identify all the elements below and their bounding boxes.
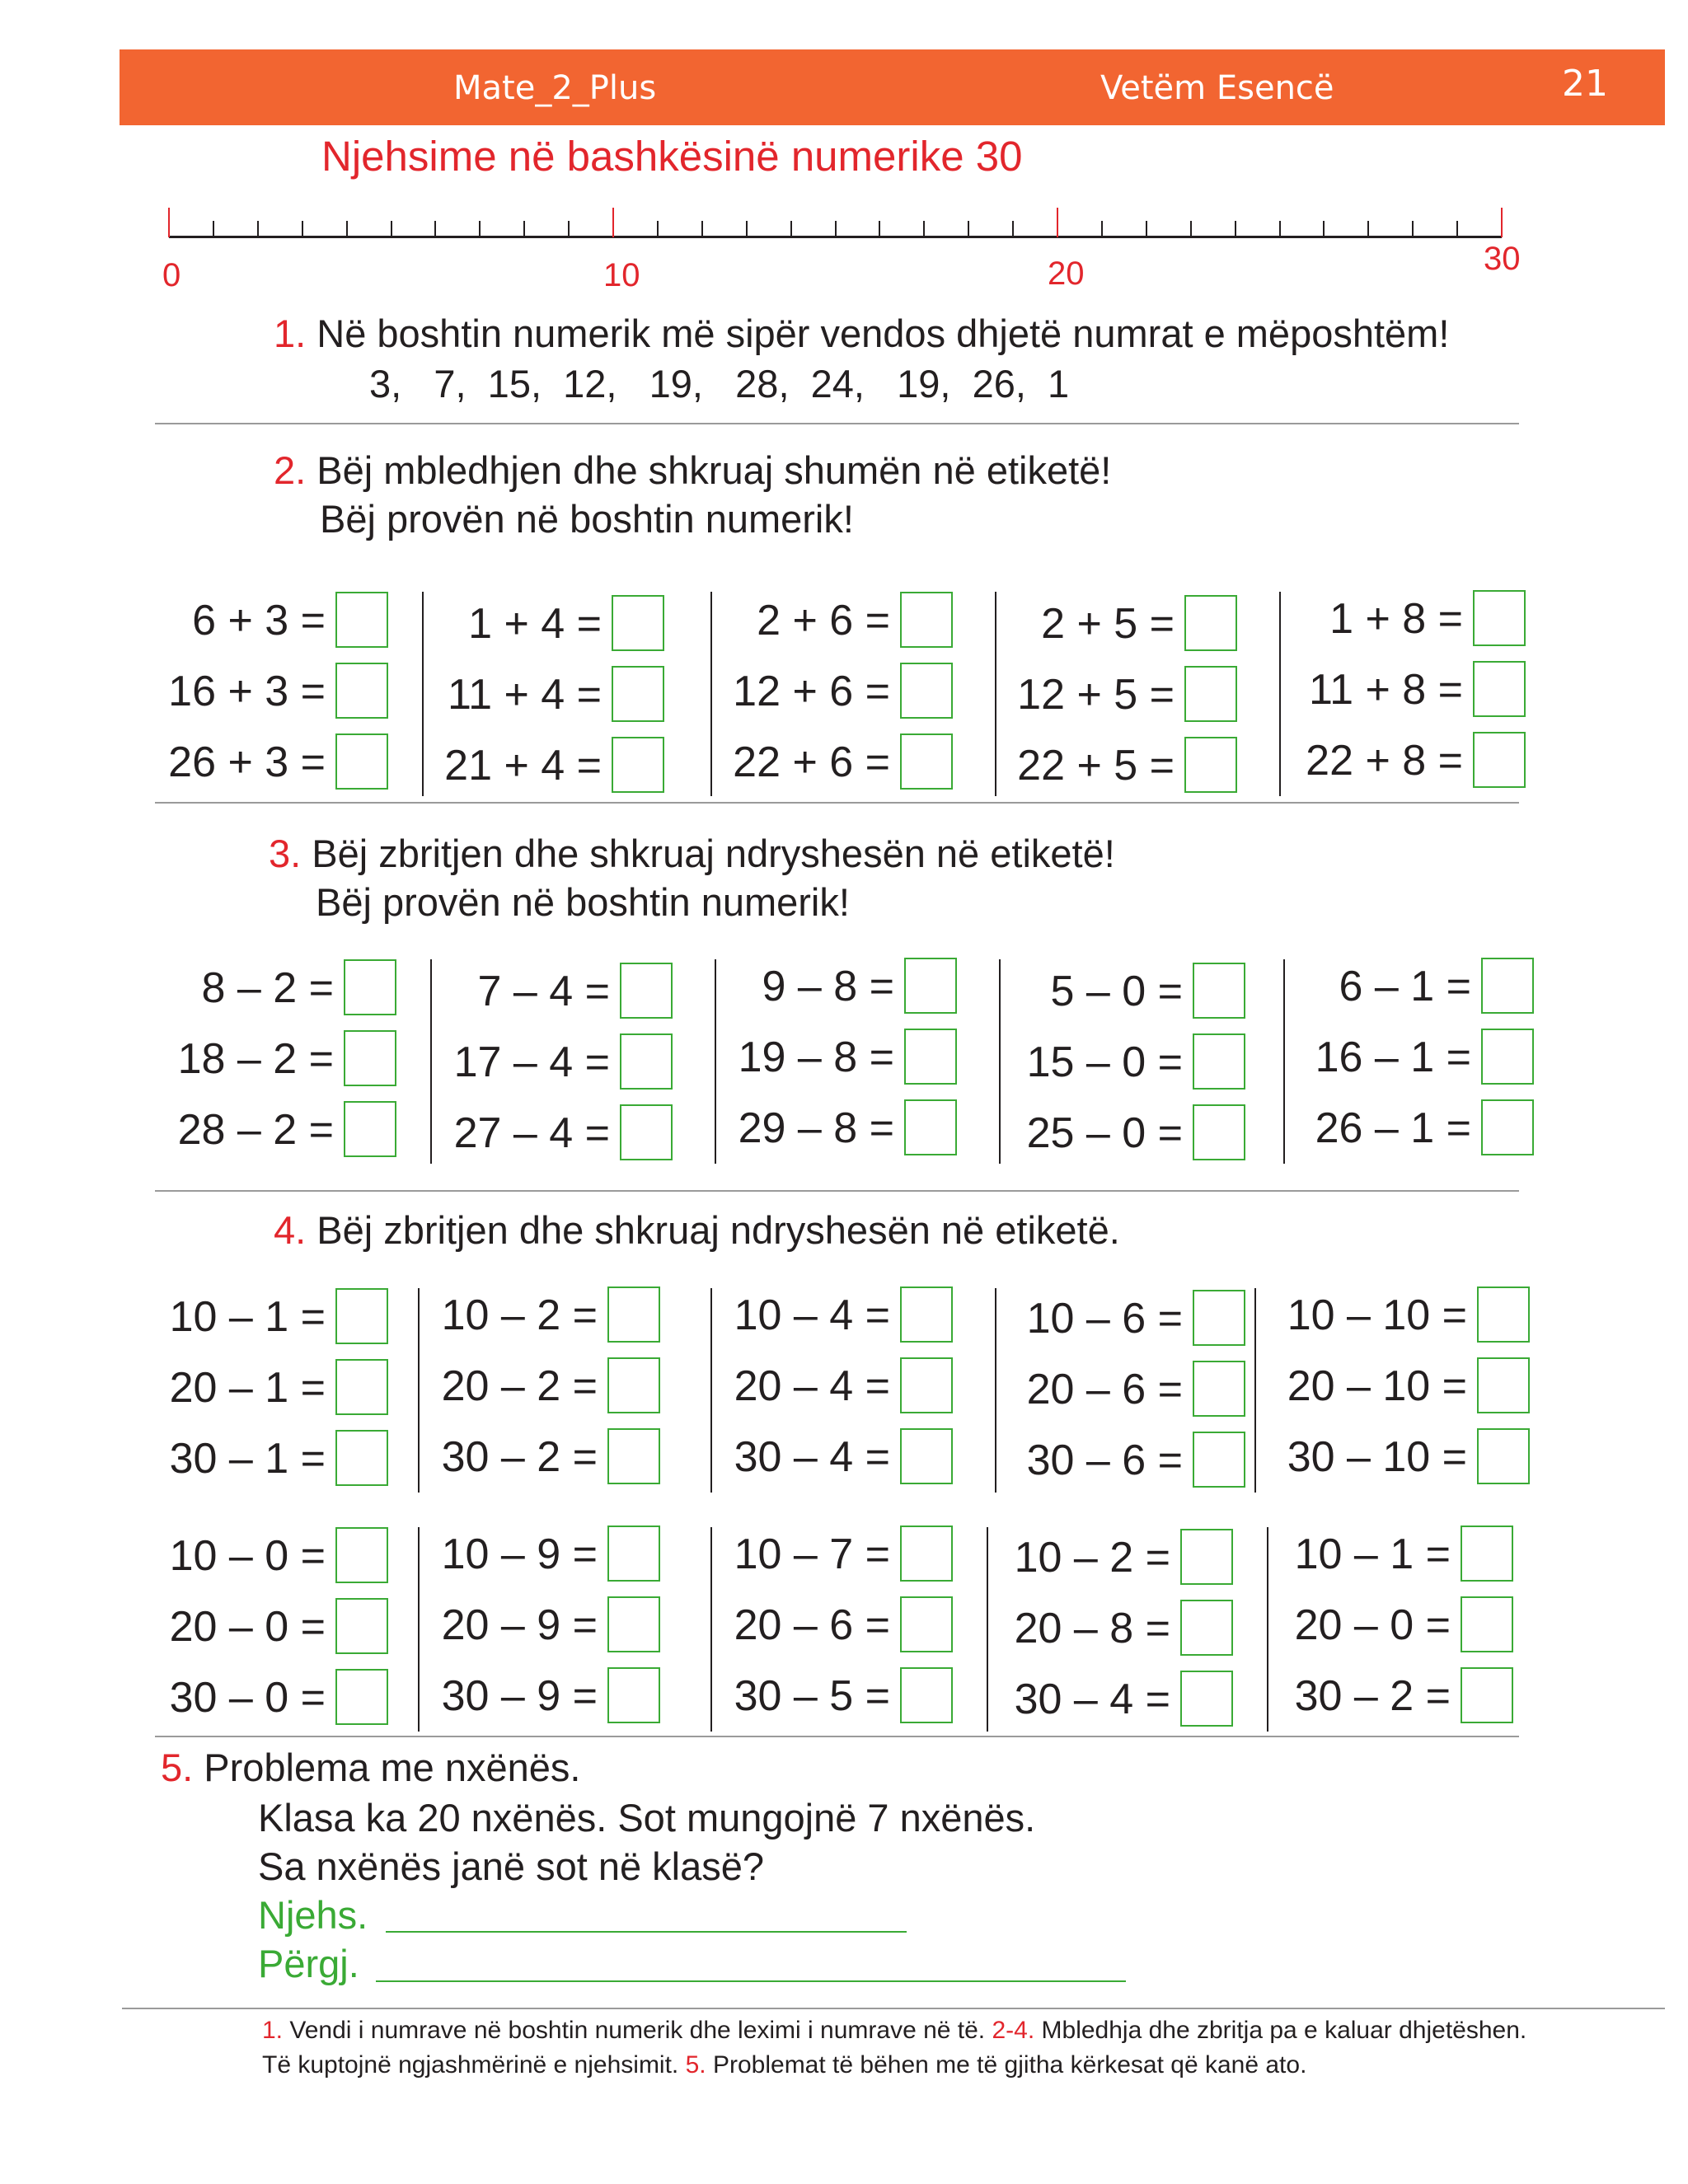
equation: 10 – 2 = <box>441 1291 598 1339</box>
column-separator <box>710 592 712 796</box>
exercise-row <box>161 592 326 649</box>
exercise-row <box>1010 1361 1183 1418</box>
column-separator <box>1254 1288 1256 1493</box>
minor-tick <box>1323 221 1325 236</box>
answer-box[interactable] <box>612 737 664 793</box>
minor-tick <box>257 221 259 236</box>
exercise-row <box>161 1359 326 1417</box>
exercise-row <box>433 1596 598 1654</box>
answer-label: Përgj. <box>258 1942 359 1985</box>
answer-box[interactable] <box>1481 1029 1534 1085</box>
exercise-column <box>725 592 964 804</box>
column-separator <box>422 592 424 796</box>
answer-box[interactable] <box>344 1030 396 1086</box>
equation: 27 – 4 = <box>453 1109 610 1157</box>
major-tick <box>168 208 170 237</box>
footnote-ref: 5. <box>685 2051 706 2079</box>
answer-box[interactable] <box>335 1598 388 1654</box>
task2-instruction <box>274 448 1111 493</box>
page-header <box>120 49 1665 125</box>
footnote-text: Problemat të bëhen me të gjitha kërkesat që kanë ato. <box>706 2051 1307 2079</box>
minor-tick <box>213 221 214 236</box>
equation: 20 – 6 = <box>734 1601 890 1649</box>
tick-label: 20 <box>1048 255 1085 292</box>
answer-box[interactable] <box>335 592 388 648</box>
equation: 17 – 4 = <box>453 1038 610 1086</box>
exercise-row <box>1298 958 1471 1015</box>
answer-box[interactable] <box>900 1428 953 1484</box>
equation: 26 + 3 = <box>168 738 326 786</box>
exercise-row <box>1298 1099 1471 1157</box>
column-separator <box>430 959 432 1164</box>
exercise-row <box>1010 1290 1183 1347</box>
answer-box[interactable] <box>344 959 396 1015</box>
answer-box[interactable] <box>904 1029 957 1085</box>
exercise-row <box>1010 737 1175 794</box>
exercise-row <box>1269 1286 1467 1344</box>
equation: 20 – 0 = <box>1294 1601 1451 1649</box>
answer-box[interactable] <box>1193 1432 1245 1488</box>
exercise-row <box>725 1667 890 1725</box>
equation: 20 – 6 = <box>1026 1366 1183 1413</box>
exercise-column <box>729 959 968 1172</box>
calculation-label: Njehs. <box>258 1893 368 1937</box>
answer-box[interactable] <box>335 663 388 719</box>
exercise-row <box>1010 595 1175 653</box>
column-separator <box>995 1288 996 1493</box>
minor-tick <box>923 221 925 236</box>
major-tick <box>1501 208 1503 237</box>
answer-box[interactable] <box>1180 1529 1233 1585</box>
answer-box[interactable] <box>1473 732 1526 788</box>
task5-line1: Klasa ka 20 nxënës. Sot mungojnë 7 nxënës. <box>258 1796 1036 1840</box>
column-separator <box>418 1527 420 1732</box>
exercise-row <box>729 958 894 1015</box>
answer-box[interactable] <box>1184 737 1237 793</box>
exercise-row <box>161 1527 326 1585</box>
equation: 9 – 8 = <box>762 963 894 1010</box>
equation: 12 + 6 = <box>733 668 890 715</box>
equation: 30 – 4 = <box>734 1433 890 1481</box>
answer-box[interactable] <box>1477 1357 1530 1413</box>
column-separator <box>710 1288 712 1493</box>
answer-box[interactable] <box>620 1033 673 1090</box>
exercise-row <box>1282 1667 1451 1725</box>
answer-box[interactable] <box>335 1288 388 1344</box>
answer-box[interactable] <box>900 1286 953 1343</box>
exercise-row <box>1294 661 1463 719</box>
exercise-row <box>1294 732 1463 790</box>
footnote-ref: 1. <box>262 2017 284 2044</box>
task5-heading <box>161 1745 580 1790</box>
minor-tick <box>746 221 748 236</box>
minor-tick <box>1412 221 1414 236</box>
exercise-row <box>1001 1529 1170 1586</box>
minor-tick <box>1235 221 1236 236</box>
exercise-row <box>725 663 890 720</box>
minor-tick <box>391 221 392 236</box>
answer-box[interactable] <box>1477 1286 1530 1343</box>
answer-box[interactable] <box>1184 666 1237 722</box>
equation: 22 + 6 = <box>733 738 890 786</box>
major-tick <box>612 208 614 237</box>
answer-box[interactable] <box>1180 1600 1233 1656</box>
equation: 20 – 4 = <box>734 1362 890 1410</box>
footer-divider <box>122 2008 1665 2009</box>
exercise-row <box>1298 1029 1471 1086</box>
answer-box[interactable] <box>1193 1033 1245 1090</box>
answer-box[interactable] <box>1193 1104 1245 1160</box>
footnote-line-1 <box>262 2013 1526 2048</box>
exercise-column <box>161 592 400 804</box>
equation: 1 + 8 = <box>1329 595 1463 643</box>
tick-label: 10 <box>603 257 640 293</box>
answer-box[interactable] <box>1193 963 1245 1019</box>
calculation-answer-line[interactable] <box>386 1931 907 1933</box>
answer-box[interactable] <box>607 1596 660 1652</box>
exercise-row <box>161 733 326 791</box>
exercise-column <box>1269 1288 1517 1501</box>
exercise-row <box>445 1104 610 1162</box>
column-separator <box>1283 959 1285 1164</box>
equation: 30 – 4 = <box>1014 1675 1170 1723</box>
series-title: Vetëm Esencë <box>1100 69 1334 107</box>
minor-tick <box>1456 221 1458 236</box>
equation: 16 + 3 = <box>168 668 326 715</box>
answer-box[interactable] <box>1180 1671 1233 1727</box>
answer-box[interactable] <box>620 963 673 1019</box>
exercise-column <box>1298 959 1537 1172</box>
exercise-row <box>433 1286 598 1344</box>
exercise-row <box>1014 1104 1183 1162</box>
task5-line2: Sa nxënës janë sot në klasë? <box>258 1844 765 1888</box>
equation: 30 – 0 = <box>169 1674 326 1722</box>
column-separator <box>1267 1527 1268 1732</box>
exercise-row <box>433 1357 598 1415</box>
equation: 25 – 0 = <box>1026 1109 1183 1157</box>
exercise-row <box>161 663 326 720</box>
equation: 10 – 9 = <box>441 1530 598 1578</box>
exercise-column <box>445 959 684 1172</box>
answer-box[interactable] <box>1481 1099 1534 1155</box>
equation: 10 – 0 = <box>169 1532 326 1580</box>
exercise-row <box>1269 1428 1467 1486</box>
equation: 30 – 9 = <box>441 1672 598 1720</box>
footnote-text: Të kuptojnë ngjashmërinë e njehsimit. <box>262 2051 686 2079</box>
answer-box[interactable] <box>904 958 957 1014</box>
exercise-row <box>445 963 610 1020</box>
equation: 30 – 10 = <box>1287 1433 1467 1481</box>
task-number: 2. <box>274 448 307 492</box>
exercise-column <box>165 959 404 1172</box>
exercise-row <box>445 1033 610 1091</box>
minor-tick <box>968 221 969 236</box>
answer-box[interactable] <box>612 595 664 651</box>
column-separator <box>995 592 996 796</box>
exercise-row <box>725 592 890 649</box>
divider <box>155 802 1519 804</box>
exercise-row <box>437 666 602 724</box>
answer-box[interactable] <box>335 1430 388 1486</box>
exercise-row <box>437 737 602 794</box>
answer-box[interactable] <box>900 592 953 648</box>
equation: 1 + 4 = <box>468 600 602 648</box>
exercise-row <box>1001 1600 1170 1657</box>
minor-tick <box>879 221 880 236</box>
footnote <box>262 2013 1526 2083</box>
minor-tick <box>523 221 525 236</box>
tick-label: 0 <box>162 257 181 293</box>
task2-instruction-2: Bëj provën në boshtin numerik! <box>320 497 854 541</box>
equation: 29 – 8 = <box>738 1104 894 1152</box>
equation: 10 – 10 = <box>1287 1291 1467 1339</box>
answer-box[interactable] <box>1461 1667 1513 1723</box>
equation: 20 – 0 = <box>169 1603 326 1651</box>
page-number: 21 <box>1562 63 1608 105</box>
equation: 6 – 1 = <box>1339 963 1471 1010</box>
equation: 10 – 1 = <box>1294 1530 1451 1578</box>
equation: 20 – 2 = <box>441 1362 598 1410</box>
minor-tick <box>568 221 570 236</box>
task-text: Problema me nxënës. <box>204 1746 581 1789</box>
minor-tick <box>434 221 436 236</box>
exercise-column <box>1282 1527 1521 1740</box>
minor-tick <box>302 221 303 236</box>
equation: 7 – 4 = <box>477 968 610 1015</box>
exercise-column <box>161 1288 400 1501</box>
exercise-row <box>1269 1357 1467 1415</box>
minor-tick <box>835 221 837 236</box>
page-title: Njehsime në bashkësinë numerike 30 <box>321 133 1023 180</box>
exercise-row <box>1282 1596 1451 1654</box>
task-number: 5. <box>161 1746 194 1789</box>
exercise-row <box>1282 1526 1451 1583</box>
answer-box[interactable] <box>335 1359 388 1415</box>
equation: 15 – 0 = <box>1026 1038 1183 1086</box>
exercise-row <box>433 1428 598 1486</box>
answer-box[interactable] <box>344 1101 396 1157</box>
divider <box>155 423 1519 424</box>
answer-box[interactable] <box>900 663 953 719</box>
answer-box[interactable] <box>1481 958 1534 1014</box>
answer-box[interactable] <box>900 1596 953 1652</box>
task-text: Bëj zbritjen dhe shkruaj ndryshesën në etiketë. <box>316 1208 1120 1252</box>
equation: 6 + 3 = <box>192 597 326 644</box>
exercise-column <box>433 1527 672 1740</box>
equation: 10 – 1 = <box>169 1293 326 1341</box>
answer-box[interactable] <box>607 1357 660 1413</box>
exercise-row <box>161 1288 326 1346</box>
answer-box[interactable] <box>904 1099 957 1155</box>
column-separator <box>710 1527 712 1732</box>
exercise-row <box>725 1596 890 1654</box>
minor-tick <box>1279 221 1281 236</box>
answer-box[interactable] <box>1193 1361 1245 1417</box>
minor-tick <box>701 221 703 236</box>
task1-numbers: 3, 7, 15, 12, 19, 28, 24, 19, 26, 1 <box>369 362 1070 405</box>
exercise-column <box>725 1288 964 1501</box>
column-separator <box>1279 592 1281 796</box>
answer-box[interactable] <box>1473 661 1526 717</box>
equation: 11 + 4 = <box>448 671 602 719</box>
exercise-row <box>725 1526 890 1583</box>
exercise-row <box>161 1430 326 1488</box>
exercise-row <box>1010 666 1175 724</box>
number-line <box>162 206 1521 293</box>
answer-box[interactable] <box>607 1526 660 1582</box>
exercise-row <box>165 1101 334 1159</box>
book-title: Mate_2_Plus <box>453 69 657 107</box>
equation: 28 – 2 = <box>177 1106 334 1154</box>
task-text: Në boshtin numerik më sipër vendos dhjetë numrat e mëposhtëm! <box>316 312 1450 355</box>
answer-box[interactable] <box>900 1667 953 1723</box>
exercise-row <box>725 1428 890 1486</box>
answer-box[interactable] <box>1473 590 1526 646</box>
minor-tick <box>1012 221 1014 236</box>
exercise-column <box>161 1527 400 1740</box>
exercise-column <box>1010 592 1249 804</box>
equation: 10 – 2 = <box>1014 1534 1170 1582</box>
equation: 20 – 1 = <box>169 1364 326 1412</box>
exercise-row <box>1014 1033 1183 1091</box>
answer-box[interactable] <box>1461 1526 1513 1582</box>
equation: 16 – 1 = <box>1315 1033 1471 1081</box>
answer-box[interactable] <box>1184 595 1237 651</box>
equation: 30 – 1 = <box>169 1435 326 1483</box>
exercise-row <box>1010 1432 1183 1489</box>
equation: 18 – 2 = <box>177 1035 334 1083</box>
footnote-ref: 2-4. <box>992 2017 1035 2044</box>
exercise-column <box>1001 1527 1240 1740</box>
minor-tick <box>1190 221 1192 236</box>
exercise-row <box>725 1286 890 1344</box>
exercise-row <box>729 1029 894 1086</box>
exercise-row <box>165 1030 334 1088</box>
answer-box[interactable] <box>900 1526 953 1582</box>
equation: 11 + 8 = <box>1309 666 1463 714</box>
answer-box[interactable] <box>620 1104 673 1160</box>
equation: 22 + 8 = <box>1306 737 1463 785</box>
minor-tick <box>657 221 659 236</box>
equation: 5 – 0 = <box>1050 968 1183 1015</box>
task-number: 3. <box>269 832 302 875</box>
number-line-axis <box>169 236 1502 238</box>
task-text: Bëj mbledhjen dhe shkruaj shumën në etiketë! <box>316 448 1112 492</box>
task3-instruction <box>269 831 1115 876</box>
minor-tick <box>1146 221 1147 236</box>
equation: 26 – 1 = <box>1315 1104 1471 1152</box>
task4-instruction <box>274 1207 1120 1253</box>
column-separator <box>987 1527 988 1732</box>
equation: 30 – 2 = <box>441 1433 598 1481</box>
exercise-row <box>725 733 890 791</box>
equation: 21 + 4 = <box>444 742 602 790</box>
answer-box[interactable] <box>335 1669 388 1725</box>
minor-tick <box>479 221 481 236</box>
footnote-line-2 <box>262 2048 1526 2083</box>
exercise-column <box>725 1527 964 1740</box>
equation: 20 – 9 = <box>441 1601 598 1649</box>
exercise-column <box>433 1288 672 1501</box>
answer-box[interactable] <box>1193 1290 1245 1346</box>
exercise-row <box>161 1669 326 1727</box>
answer-box[interactable] <box>335 733 388 790</box>
answer-box[interactable] <box>900 1357 953 1413</box>
divider <box>155 1190 1519 1192</box>
exercise-row <box>1294 590 1463 648</box>
exercise-row <box>433 1667 598 1725</box>
equation: 8 – 2 = <box>201 964 334 1012</box>
major-tick <box>1057 208 1058 237</box>
minor-tick <box>790 221 792 236</box>
minor-tick <box>346 221 348 236</box>
exercise-row <box>437 595 602 653</box>
equation: 20 – 10 = <box>1287 1362 1467 1410</box>
answer-box[interactable] <box>335 1527 388 1583</box>
answer-box[interactable] <box>1477 1428 1530 1484</box>
answer-box[interactable] <box>900 733 953 790</box>
column-separator <box>999 959 1001 1164</box>
equation: 19 – 8 = <box>738 1033 894 1081</box>
answer-box[interactable] <box>1461 1596 1513 1652</box>
equation: 30 – 2 = <box>1294 1672 1451 1720</box>
equation: 10 – 4 = <box>734 1291 890 1339</box>
exercise-column <box>437 592 676 804</box>
equation: 10 – 7 = <box>734 1530 890 1578</box>
answer-box[interactable] <box>607 1428 660 1484</box>
answer-box[interactable] <box>607 1667 660 1723</box>
footnote-text: Mbledhja dhe zbritja pa e kaluar dhjetëshen. <box>1034 2017 1527 2044</box>
column-separator <box>418 1288 420 1493</box>
answer-box[interactable] <box>612 666 664 722</box>
equation: 2 + 5 = <box>1041 600 1175 648</box>
task3-instruction-2: Bëj provën në boshtin numerik! <box>316 880 850 924</box>
column-separator <box>715 959 716 1164</box>
answer-line[interactable] <box>376 1980 1126 1982</box>
answer-box[interactable] <box>607 1286 660 1343</box>
equation: 10 – 6 = <box>1026 1295 1183 1343</box>
exercise-row <box>725 1357 890 1415</box>
task-number: 1. <box>274 312 307 355</box>
minor-tick <box>1367 221 1369 236</box>
exercise-row <box>161 1598 326 1656</box>
exercise-row <box>1001 1671 1170 1728</box>
exercise-row <box>165 959 334 1017</box>
footnote-text: Vendi i numrave në boshtin numerik dhe leximi i numrave në të. <box>283 2017 992 2044</box>
task-text: Bëj zbritjen dhe shkruaj ndryshesën në etiketë! <box>312 832 1115 875</box>
exercise-row <box>1014 963 1183 1020</box>
exercise-column <box>1010 1288 1249 1501</box>
equation: 12 + 5 = <box>1017 671 1175 719</box>
tick-label: 30 <box>1484 241 1521 277</box>
equation: 30 – 5 = <box>734 1672 890 1720</box>
task1-instruction <box>274 311 1449 356</box>
exercise-column <box>1294 592 1533 804</box>
equation: 30 – 6 = <box>1026 1436 1183 1484</box>
equation: 20 – 8 = <box>1014 1605 1170 1652</box>
exercise-column <box>1014 959 1253 1172</box>
equation: 2 + 6 = <box>757 597 890 644</box>
exercise-row <box>433 1526 598 1583</box>
task-number: 4. <box>274 1208 307 1252</box>
exercise-row <box>729 1099 894 1157</box>
divider <box>155 1736 1519 1737</box>
equation: 22 + 5 = <box>1017 742 1175 790</box>
minor-tick <box>1101 221 1103 236</box>
